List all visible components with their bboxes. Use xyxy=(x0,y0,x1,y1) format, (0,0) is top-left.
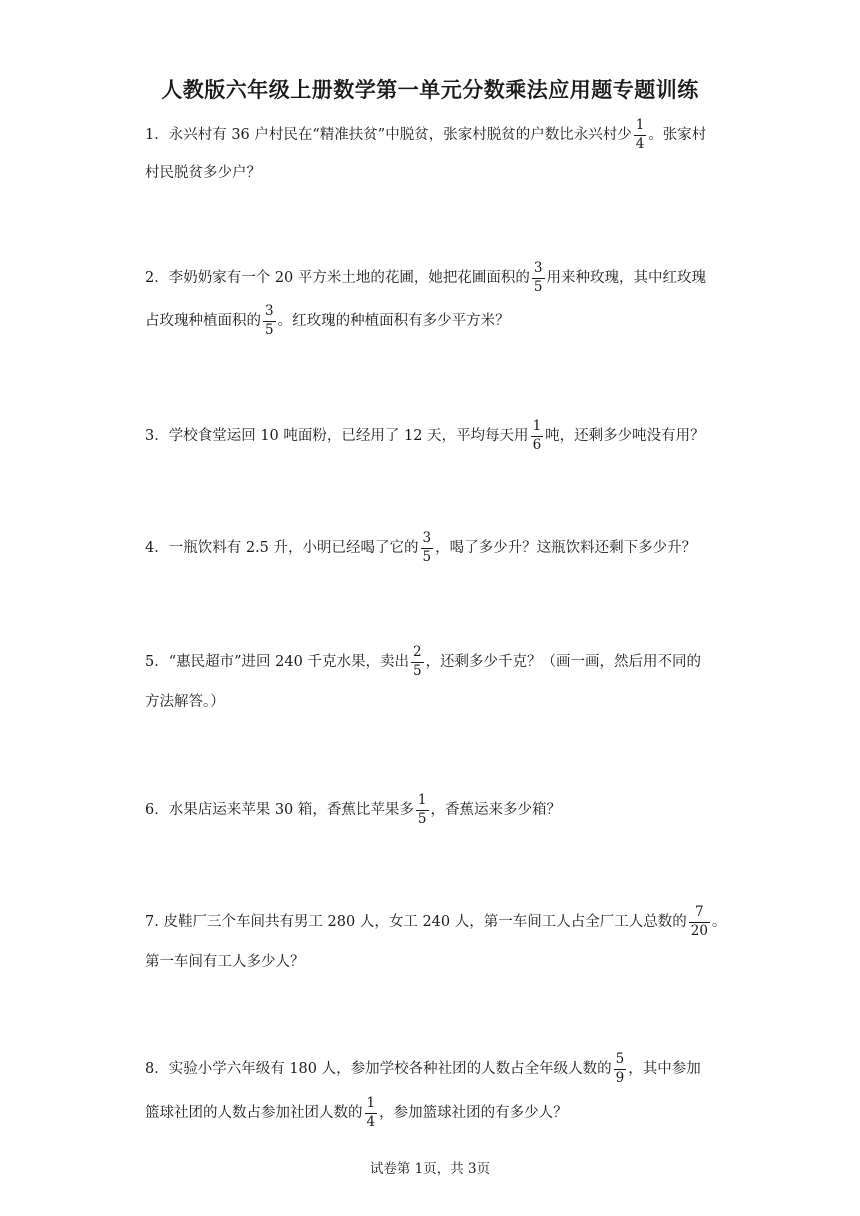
question-text: 3．学校食堂运回 10 吨面粉，已经用了 12 天，平均每天用 xyxy=(145,428,529,444)
fraction xyxy=(532,262,545,294)
fraction-denominator: 5 xyxy=(412,662,422,679)
fraction-denominator: 20 xyxy=(690,922,708,939)
fraction xyxy=(689,906,710,938)
fraction xyxy=(614,1053,627,1085)
question-text: 占玫瑰种植面积的 xyxy=(145,313,261,329)
fraction-denominator: 6 xyxy=(532,436,542,453)
fraction xyxy=(365,1097,378,1129)
question-text: 2．李奶奶家有一个 20 平方米土地的花圃，她把花圃面积的 xyxy=(145,270,530,286)
question-text: 方法解答。） xyxy=(145,694,225,710)
question-text: 吨，还剩多少吨没有用？ xyxy=(545,428,705,444)
fraction-numerator: 1 xyxy=(416,794,429,811)
question-text: ，参加篮球社团的有多少人？ xyxy=(379,1105,568,1121)
question-line xyxy=(145,1093,568,1133)
fraction xyxy=(634,119,647,151)
fraction-numerator: 7 xyxy=(689,906,710,923)
question-line xyxy=(145,153,261,193)
question-text: ，喝了多少升？这瓶饮料还剩下多少升？ xyxy=(435,540,697,556)
question-text: 篮球社团的人数占参加社团人数的 xyxy=(145,1105,363,1121)
fraction-denominator: 5 xyxy=(417,810,427,827)
question-line xyxy=(145,115,706,155)
fraction xyxy=(421,532,434,564)
question-text: ，香蕉运来多少箱？ xyxy=(430,802,561,818)
question-text: ，还剩多少千克？（画一画，然后用不同的 xyxy=(425,654,702,670)
question-line xyxy=(145,301,510,341)
fraction-numerator: 5 xyxy=(614,1053,627,1070)
question-text: 。红玫瑰的种植面积有多少平方米？ xyxy=(277,313,510,329)
fraction-numerator: 1 xyxy=(531,420,544,437)
question-text: 5．“惠民超市”进回 240 千克水果，卖出 xyxy=(145,654,409,670)
fraction-numerator: 2 xyxy=(411,646,424,663)
question-text: 。 xyxy=(711,914,727,930)
question-text: 村民脱贫多少户？ xyxy=(145,165,261,181)
fraction-numerator: 3 xyxy=(263,305,276,322)
fraction-denominator: 5 xyxy=(422,548,432,565)
question-line xyxy=(145,902,726,942)
fraction-numerator: 3 xyxy=(532,262,545,279)
fraction-denominator: 4 xyxy=(366,1113,376,1130)
question-text: 用来种玫瑰，其中红玫瑰 xyxy=(546,270,706,286)
page-footer: 试卷第 1页，共 3页 xyxy=(369,1161,491,1177)
question-line xyxy=(145,790,561,830)
question-line xyxy=(145,682,225,722)
question-line xyxy=(145,416,705,456)
question-text: 7. 皮鞋厂三个车间共有男工 280 人，女工 240 人，第一车间工人占全厂工人总数的 xyxy=(145,914,687,930)
question-text: 。张家村 xyxy=(648,127,707,143)
fraction xyxy=(411,646,424,678)
fraction-numerator: 1 xyxy=(365,1097,378,1114)
fraction-numerator: 3 xyxy=(421,532,434,549)
fraction-denominator: 5 xyxy=(533,278,543,295)
page-title: 人教版六年级上册数学第一单元分数乘法应用题专题训练 xyxy=(161,78,699,102)
question-text: 1．永兴村有 36 户村民在“精准扶贫”中脱贫，张家村脱贫的户数比永兴村少 xyxy=(145,127,632,143)
question-text: 第一车间有工人多少人？ xyxy=(145,954,305,970)
question-text: ，其中参加 xyxy=(628,1061,701,1077)
fraction-denominator: 5 xyxy=(265,321,274,338)
question-line xyxy=(145,642,701,682)
fraction xyxy=(416,794,429,826)
fraction xyxy=(263,305,276,337)
fraction-denominator: 4 xyxy=(635,135,645,152)
fraction-numerator: 1 xyxy=(634,119,647,136)
question-line xyxy=(145,528,696,568)
fraction-denominator: 9 xyxy=(615,1069,625,1086)
fraction xyxy=(531,420,544,452)
question-text: 8．实验小学六年级有 180 人，参加学校各种社团的人数占全年级人数的 xyxy=(145,1061,612,1077)
question-line xyxy=(145,1049,701,1089)
question-line xyxy=(145,258,706,298)
question-line xyxy=(145,942,305,982)
question-text: 4．一瓶饮料有 2.5 升，小明已经喝了它的 xyxy=(145,540,419,556)
question-text: 6．水果店运来苹果 30 箱，香蕉比苹果多 xyxy=(145,802,414,818)
